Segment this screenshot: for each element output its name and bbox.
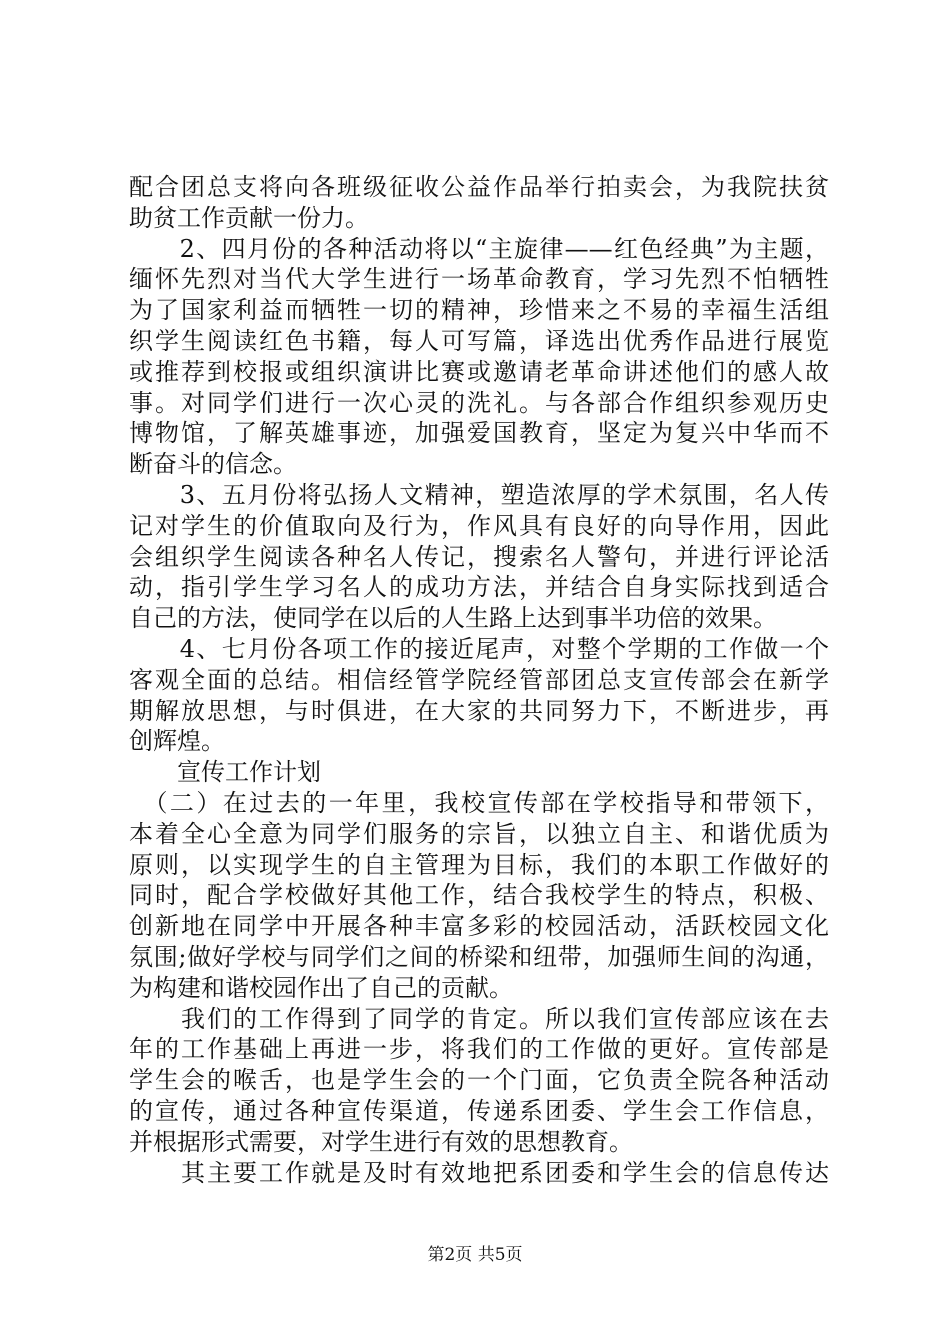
text-line: 期解放思想，与时俱进，在大家的共同努力下，不断进步，再 xyxy=(129,696,829,725)
text-line: 同时，配合学校做好其他工作，结合我校学生的特点，积极、 xyxy=(129,881,829,910)
text-line: 年的工作基础上再进一步，将我们的工作做的更好。宣传部是 xyxy=(129,1035,829,1064)
text-line: 织学生阅读红色书籍，每人可写篇，译选出优秀作品进行展览 xyxy=(129,326,829,355)
text-line: 4、七月份各项工作的接近尾声，对整个学期的工作做一个 xyxy=(129,634,829,663)
text-line: 的宣传，通过各种宣传渠道，传递系团委、学生会工作信息， xyxy=(129,1096,829,1125)
text-line: 本着全心全意为同学们服务的宗旨，以独立自主、和谐优质为 xyxy=(129,819,829,848)
text-line: 动，指引学生学习名人的成功方法，并结合自身实际找到适合 xyxy=(129,573,829,602)
section-heading: 宣传工作计划 xyxy=(129,758,321,787)
text-line: 为构建和谐校园作出了自己的贡献。 xyxy=(129,973,513,1002)
text-line: 断奋斗的信念。 xyxy=(129,450,297,479)
text-line: 2、四月份的各种活动将以“主旋律——红色经典”为主题， xyxy=(129,234,829,263)
text-line: 我们的工作得到了同学的肯定。所以我们宣传部应该在去 xyxy=(129,1004,829,1033)
text-line: 为了国家利益而牺牲一切的精神，珍惜来之不易的幸福生活组 xyxy=(129,296,829,325)
text-line: 博物馆，了解英雄事迹，加强爱国教育，坚定为复兴中华而不 xyxy=(129,419,829,448)
text-line: 其主要工作就是及时有效地把系团委和学生会的信息传达 xyxy=(129,1158,829,1187)
text-line: 学生会的喉舌，也是学生会的一个门面，它负责全院各种活动 xyxy=(129,1066,829,1095)
page-number-footer: 第2页 共5页 xyxy=(427,1245,523,1265)
document-body xyxy=(129,172,829,1188)
text-line: 创新地在同学中开展各种丰富多彩的校园活动，活跃校园文化 xyxy=(129,912,829,941)
text-line: 自己的方法，使同学在以后的人生路上达到事半功倍的效果。 xyxy=(129,604,777,633)
text-line: 或推荐到校报或组织演讲比赛或邀请老革命讲述他们的感人故 xyxy=(129,357,829,386)
text-line: 3、五月份将弘扬人文精神，塑造浓厚的学术氛围，名人传 xyxy=(129,480,829,509)
text-line: 助贫工作贡献一份力。 xyxy=(129,203,369,232)
text-line: 配合团总支将向各班级征收公益作品举行拍卖会，为我院扶贫 xyxy=(129,173,829,201)
text-line: 氛围;做好学校与同学们之间的桥梁和纽带，加强师生间的沟通， xyxy=(129,942,829,971)
text-line: 创辉煌。 xyxy=(129,727,225,756)
text-line: 客观全面的总结。相信经管学院经管部团总支宣传部会在新学 xyxy=(129,665,829,694)
text-line: 并根据形式需要，对学生进行有效的思想教育。 xyxy=(129,1127,633,1156)
text-line: 会组织学生阅读各种名人传记，搜索名人警句，并进行评论活 xyxy=(129,542,829,571)
text-line: 缅怀先烈对当代大学生进行一场革命教育，学习先烈不怕牺牲 xyxy=(129,265,829,294)
text-line: 原则，以实现学生的自主管理为目标，我们的本职工作做好的 xyxy=(129,850,829,879)
text-line: 事。对同学们进行一次心灵的洗礼。与各部合作组织参观历史 xyxy=(129,388,829,417)
text-line: 记对学生的价值取向及行为，作风具有良好的向导作用，因此 xyxy=(129,511,829,540)
text-line: （二）在过去的一年里，我校宣传部在学校指导和带领下， xyxy=(129,788,829,817)
